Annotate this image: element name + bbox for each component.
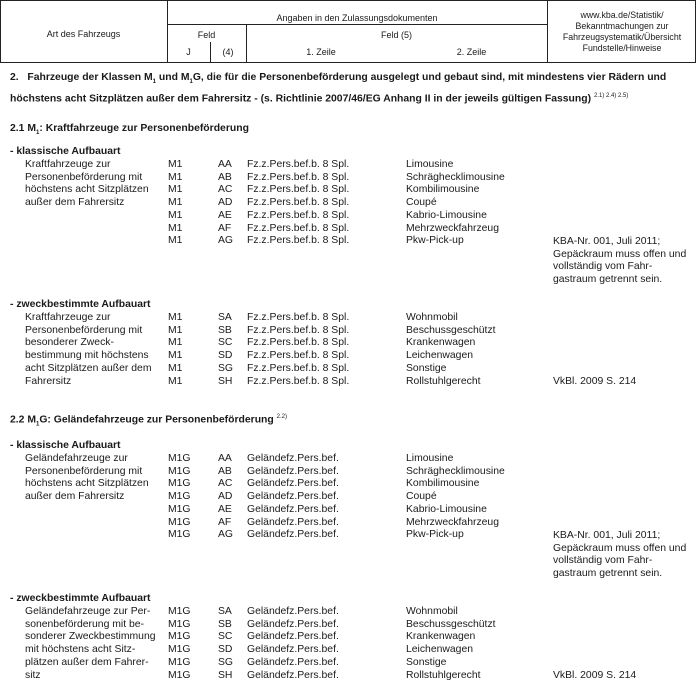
cell-code: SB (218, 324, 232, 336)
cell-zeile1: Fz.z.Pers.bef.b. 8 Spl. (247, 375, 350, 387)
cell-zeile2: Mehrzweckfahrzeug (406, 516, 499, 528)
cell-zeile1: Fz.z.Pers.bef.b. 8 Spl. (247, 362, 350, 374)
cell-code: AE (218, 209, 232, 221)
cell-j: M1 (168, 235, 183, 247)
cell-zeile1: Geländefz.Pers.bef. (247, 618, 339, 630)
cell-zeile1: Geländefz.Pers.bef. (247, 656, 339, 668)
cell-zeile1: Geländefz.Pers.bef. (247, 631, 339, 643)
cell-j: M1 (168, 159, 183, 170)
cell-zeile1: Fz.z.Pers.bef.b. 8 Spl. (247, 209, 350, 221)
cell-code: SD (218, 350, 233, 362)
cell-zeile2: Schräghecklimousine (406, 465, 505, 477)
cell-j: M1 (168, 350, 183, 362)
cell-code: AE (218, 503, 232, 515)
cell-zeile1: Geländefz.Pers.bef. (247, 453, 339, 464)
header-j: J (186, 47, 191, 57)
cell-zeile2: Coupé (406, 491, 437, 503)
cell-j: M1G (168, 491, 191, 503)
group-note: VkBl. 2009 S. 214 (553, 670, 637, 681)
cell-zeile2: Kabrio-Limousine (406, 503, 487, 515)
cell-zeile2: Beschussgeschützt (406, 324, 496, 336)
cell-code: SC (218, 631, 233, 643)
cell-code: AG (218, 529, 234, 541)
header-4: (4) (222, 47, 234, 57)
cell-zeile2: Beschussgeschützt (406, 618, 496, 630)
header-kba: www.kba.de/Statistik/ Bekanntmachungen zur Fahrzeugsystematik/Übersicht Fundstelle/Hinweise (562, 10, 682, 53)
cell-j: M1G (168, 503, 191, 515)
cell-zeile1: Geländefz.Pers.bef. (247, 606, 339, 617)
cell-code: AB (218, 465, 232, 477)
cell-j: M1G (168, 453, 191, 464)
cell-zeile1: Fz.z.Pers.bef.b. 8 Spl. (247, 337, 350, 349)
cell-code: SA (218, 312, 232, 323)
cell-zeile2: Kombilimousine (406, 478, 480, 490)
cell-zeile1: Geländefz.Pers.bef. (247, 491, 339, 503)
cell-zeile2: Pkw-Pick-up (406, 529, 464, 541)
cell-code: AD (218, 197, 233, 209)
cell-zeile1: Geländefz.Pers.bef. (247, 669, 339, 681)
cell-zeile2: Schräghecklimousine (406, 171, 505, 183)
cell-zeile2: Leichenwagen (406, 350, 474, 362)
cell-j: M1 (168, 337, 183, 349)
group-title: - klassische Aufbauart (10, 146, 121, 157)
section-2-heading: 2. Fahrzeuge der Klassen $M_1$ und $M_1G$, die für die Personenbeförderung ausgelegt und gebaut sind, mit mindestens vier Rädern und höchstens acht Sitzplätzen außer dem Fahrersitz - (s. Richtlinie 2007/46/EG Anhang II in der jeweils gültigen Fassung) $^{2.1) 2.4) 2.5)}$ (10, 72, 667, 105)
cell-j: M1G (168, 618, 191, 630)
cell-zeile2: Kombilimousine (406, 184, 480, 196)
cell-code: SA (218, 606, 232, 617)
group-note: VkBl. 2009 S. 214 (553, 376, 637, 387)
cell-code: AB (218, 171, 232, 183)
cell-code: AA (218, 159, 232, 170)
group-title: - klassische Aufbauart (10, 440, 121, 451)
group-description: Geländefahrzeuge zur Personenbeförderung mit höchstens acht Sitzplätzen außer dem Fahrersitz (25, 453, 149, 503)
cell-code: AG (218, 235, 234, 247)
header-feld: Feld (197, 30, 216, 40)
cell-j: M1 (168, 324, 183, 336)
header-feld5: Feld (5) (380, 30, 412, 40)
cell-zeile1: Geländefz.Pers.bef. (247, 478, 339, 490)
cell-zeile2: Wohnmobil (406, 312, 458, 323)
cell-zeile1: Fz.z.Pers.bef.b. 8 Spl. (247, 312, 350, 323)
cell-j: M1G (168, 644, 191, 656)
cell-zeile1: Fz.z.Pers.bef.b. 8 Spl. (247, 222, 350, 234)
header-zeile1: 1. Zeile (306, 47, 336, 57)
cell-zeile1: Fz.z.Pers.bef.b. 8 Spl. (247, 171, 350, 183)
cell-code: SG (218, 656, 234, 668)
cell-j: M1 (168, 197, 183, 209)
cell-code: AC (218, 184, 233, 196)
cell-zeile2: Leichenwagen (406, 644, 474, 656)
cell-zeile1: Fz.z.Pers.bef.b. 8 Spl. (247, 159, 350, 170)
header-art: Art des Fahrzeugs (46, 29, 121, 39)
cell-j: M1 (168, 362, 183, 374)
section-2-1-heading: 2.1 $M_1$: Kraftfahrzeuge zur Personenbeförderung (10, 123, 249, 137)
group-description: Kraftfahrzeuge zur Personenbeförderung mit besonderer Zweck-bestimmung mit höchstens acht Sitzplätzen außer dem Fahrersitz (25, 312, 152, 387)
table-header (0, 0, 696, 63)
cell-zeile2: Wohnmobil (406, 606, 458, 617)
cell-zeile2: Krankenwagen (406, 337, 476, 349)
cell-zeile2: Rollstuhlgerecht (406, 375, 481, 387)
cell-zeile1: Fz.z.Pers.bef.b. 8 Spl. (247, 197, 350, 209)
cell-j: M1G (168, 516, 191, 528)
cell-zeile1: Geländefz.Pers.bef. (247, 529, 339, 541)
cell-zeile1: Geländefz.Pers.bef. (247, 644, 339, 656)
cell-j: M1G (168, 529, 191, 541)
cell-zeile2: Coupé (406, 197, 437, 209)
cell-zeile2: Kabrio-Limousine (406, 209, 487, 221)
group-title: - zweckbestimmte Aufbauart (10, 593, 151, 604)
cell-code: AF (218, 222, 232, 234)
group-note: KBA-Nr. 001, Juli 2011; Gepäckraum muss offen und vollständig vom Fahr-gastraum getrennt sein. (553, 530, 687, 580)
cell-zeile2: Krankenwagen (406, 631, 476, 643)
cell-j: M1 (168, 375, 183, 387)
cell-zeile1: Fz.z.Pers.bef.b. 8 Spl. (247, 350, 350, 362)
cell-j: M1G (168, 631, 191, 643)
group-title: - zweckbestimmte Aufbauart (10, 299, 151, 310)
cell-j: M1 (168, 209, 183, 221)
cell-j: M1 (168, 222, 183, 234)
cell-zeile1: Geländefz.Pers.bef. (247, 465, 339, 477)
cell-code: AA (218, 453, 232, 464)
cell-zeile2: Rollstuhlgerecht (406, 669, 481, 681)
cell-j: M1G (168, 478, 191, 490)
cell-j: M1G (168, 656, 191, 668)
header-zeile2: 2. Zeile (456, 47, 487, 57)
group-description: Kraftfahrzeuge zur Personenbeförderung mit höchstens acht Sitzplätzen außer dem Fahrersitz (25, 159, 149, 209)
cell-code: SD (218, 644, 233, 656)
cell-zeile2: Mehrzweckfahrzeug (406, 222, 499, 234)
cell-code: SC (218, 337, 233, 349)
header-angaben: Angaben in den Zulassungsdokumenten (276, 13, 438, 23)
cell-code: AD (218, 491, 233, 503)
section-2-2-heading: 2.2 $M_1G$: Geländefahrzeuge zur Personenbeförderung $^{2.2)}$ (10, 414, 287, 428)
cell-code: SB (218, 618, 232, 630)
cell-zeile2: Pkw-Pick-up (406, 235, 464, 247)
cell-zeile1: Geländefz.Pers.bef. (247, 503, 339, 515)
cell-zeile2: Limousine (406, 159, 454, 170)
cell-code: SH (218, 375, 233, 387)
cell-code: AC (218, 478, 233, 490)
cell-zeile1: Fz.z.Pers.bef.b. 8 Spl. (247, 324, 350, 336)
cell-zeile1: Fz.z.Pers.bef.b. 8 Spl. (247, 235, 350, 247)
cell-zeile2: Sonstige (406, 362, 447, 374)
cell-j: M1 (168, 171, 183, 183)
group-note: KBA-Nr. 001, Juli 2011; Gepäckraum muss offen und vollständig vom Fahr-gastraum getrennt sein. (553, 236, 687, 286)
cell-j: M1G (168, 606, 191, 617)
cell-code: SH (218, 669, 233, 681)
cell-j: M1 (168, 184, 183, 196)
cell-j: M1 (168, 312, 183, 323)
section-2-number: 2. (10, 72, 19, 83)
cell-zeile1: Geländefz.Pers.bef. (247, 516, 339, 528)
cell-j: M1G (168, 465, 191, 477)
cell-zeile1: Fz.z.Pers.bef.b. 8 Spl. (247, 184, 350, 196)
cell-code: AF (218, 516, 232, 528)
group-description: Geländefahrzeuge zur Per-sonenbeförderung mit be-sonderer Zweckbestimmung mit höchstens acht Sitz-plätzen außer dem Fahrer-sitz (25, 606, 156, 681)
cell-j: M1G (168, 669, 191, 681)
cell-zeile2: Sonstige (406, 656, 447, 668)
cell-zeile2: Limousine (406, 453, 454, 464)
cell-code: SG (218, 362, 234, 374)
